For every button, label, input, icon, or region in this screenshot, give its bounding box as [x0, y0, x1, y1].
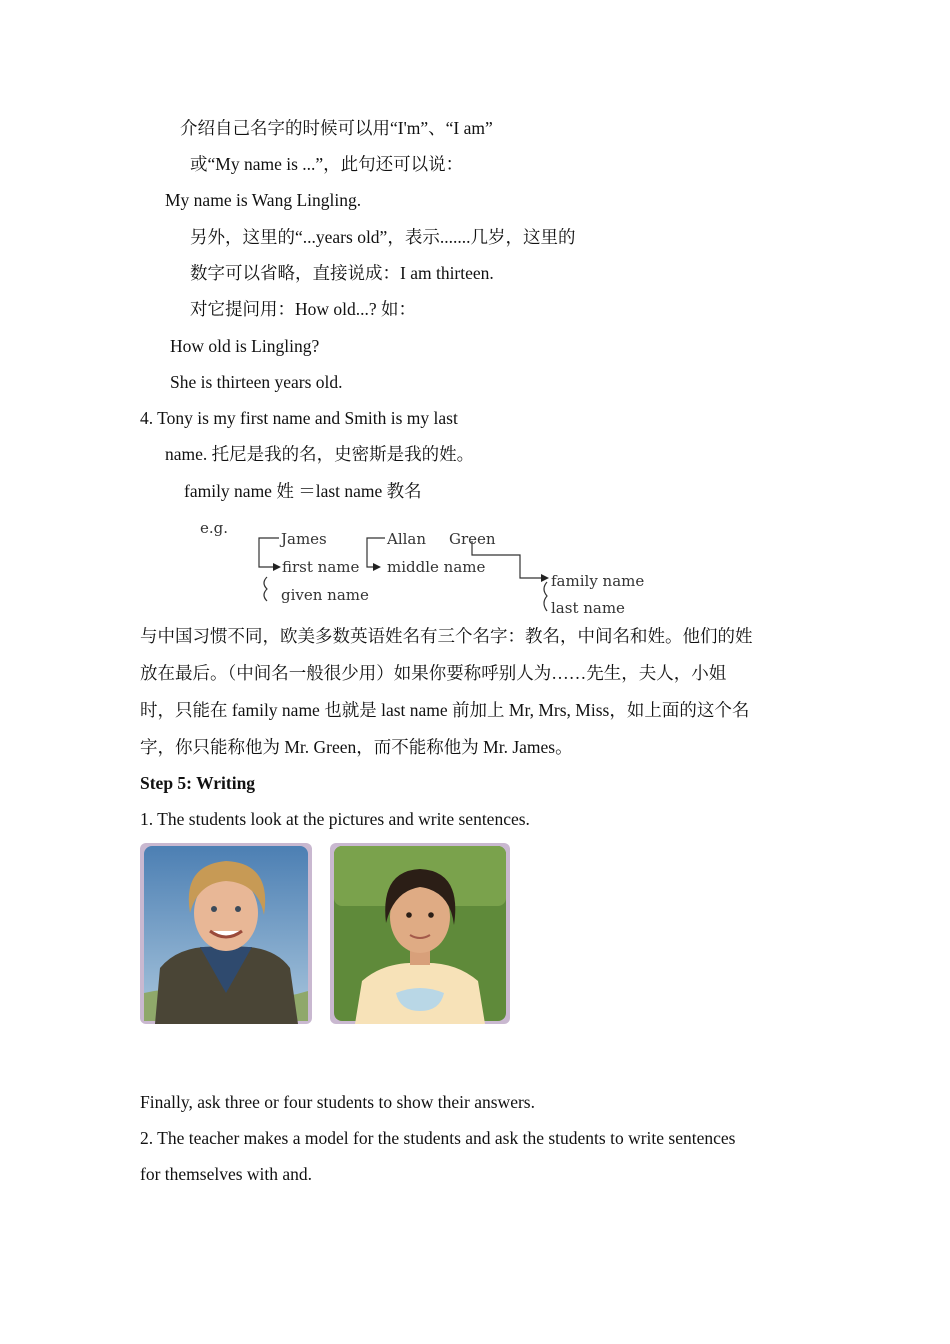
- text-line: How old is Lingling?: [170, 336, 320, 356]
- diagram-last-name-label: last name: [551, 599, 625, 617]
- text-line: name. 托尼是我的名，史密斯是我的姓。: [165, 444, 475, 464]
- diagram-eg-label: e.g.: [200, 519, 229, 537]
- paragraph-line: 与中国习惯不同，欧美多数英语姓名有三个名字：教名，中间名和姓。他们的姓: [140, 626, 753, 646]
- paragraph-line: 时，只能在 family name 也就是 last name 前加上 Mr, Mrs, Miss，如上面的这个名: [140, 700, 750, 720]
- text-line: 另外，这里的“...years old”，表示.......几岁，这里的: [190, 227, 576, 247]
- girl-photo: [330, 843, 510, 1024]
- name-structure-diagram: [195, 515, 665, 625]
- diagram-allan-label: Allan: [387, 530, 427, 548]
- step5-item-1: 1. The students look at the pictures and write sentences.: [140, 809, 530, 829]
- text-line: She is thirteen years old.: [170, 372, 343, 392]
- diagram-family-name-label: family name: [551, 572, 645, 590]
- text-line: 介绍自己名字的时候可以用“I'm”、“I am”: [180, 118, 493, 138]
- text-line: My name is Wang Lingling.: [165, 190, 362, 210]
- diagram-middle-name-label: middle name: [387, 558, 486, 576]
- diagram-given-name-label: given name: [281, 586, 369, 604]
- diagram-james-label: James: [281, 530, 327, 548]
- step5-item-2-line-1: 2. The teacher makes a model for the students and ask the students to write sentences: [140, 1128, 736, 1148]
- paragraph-line: 字，你只能称他为 Mr. Green，而不能称他为 Mr. James。: [140, 737, 573, 757]
- diagram-first-name-label: first name: [282, 558, 360, 576]
- text-line: 或“My name is ...”，此句还可以说：: [190, 154, 464, 174]
- boy-photo: [140, 843, 312, 1024]
- step5-finally: Finally, ask three or four students to show their answers.: [140, 1092, 535, 1112]
- paragraph-line: 放在最后。（中间名一般很少用）如果你要称呼别人为……先生，夫人，小姐: [140, 663, 727, 683]
- text-line: 对它提问用：How old...? 如：: [190, 299, 417, 319]
- text-line: family name 姓 ＝last name 教名: [184, 481, 422, 501]
- text-line: 4. Tony is my first name and Smith is my last: [140, 408, 458, 428]
- diagram-green-label: Green: [449, 530, 496, 548]
- step5-item-2-line-2: for themselves with and.: [140, 1164, 313, 1184]
- step5-heading: Step 5: Writing: [140, 773, 256, 793]
- text-line: 数字可以省略，直接说成：I am thirteen.: [190, 263, 494, 283]
